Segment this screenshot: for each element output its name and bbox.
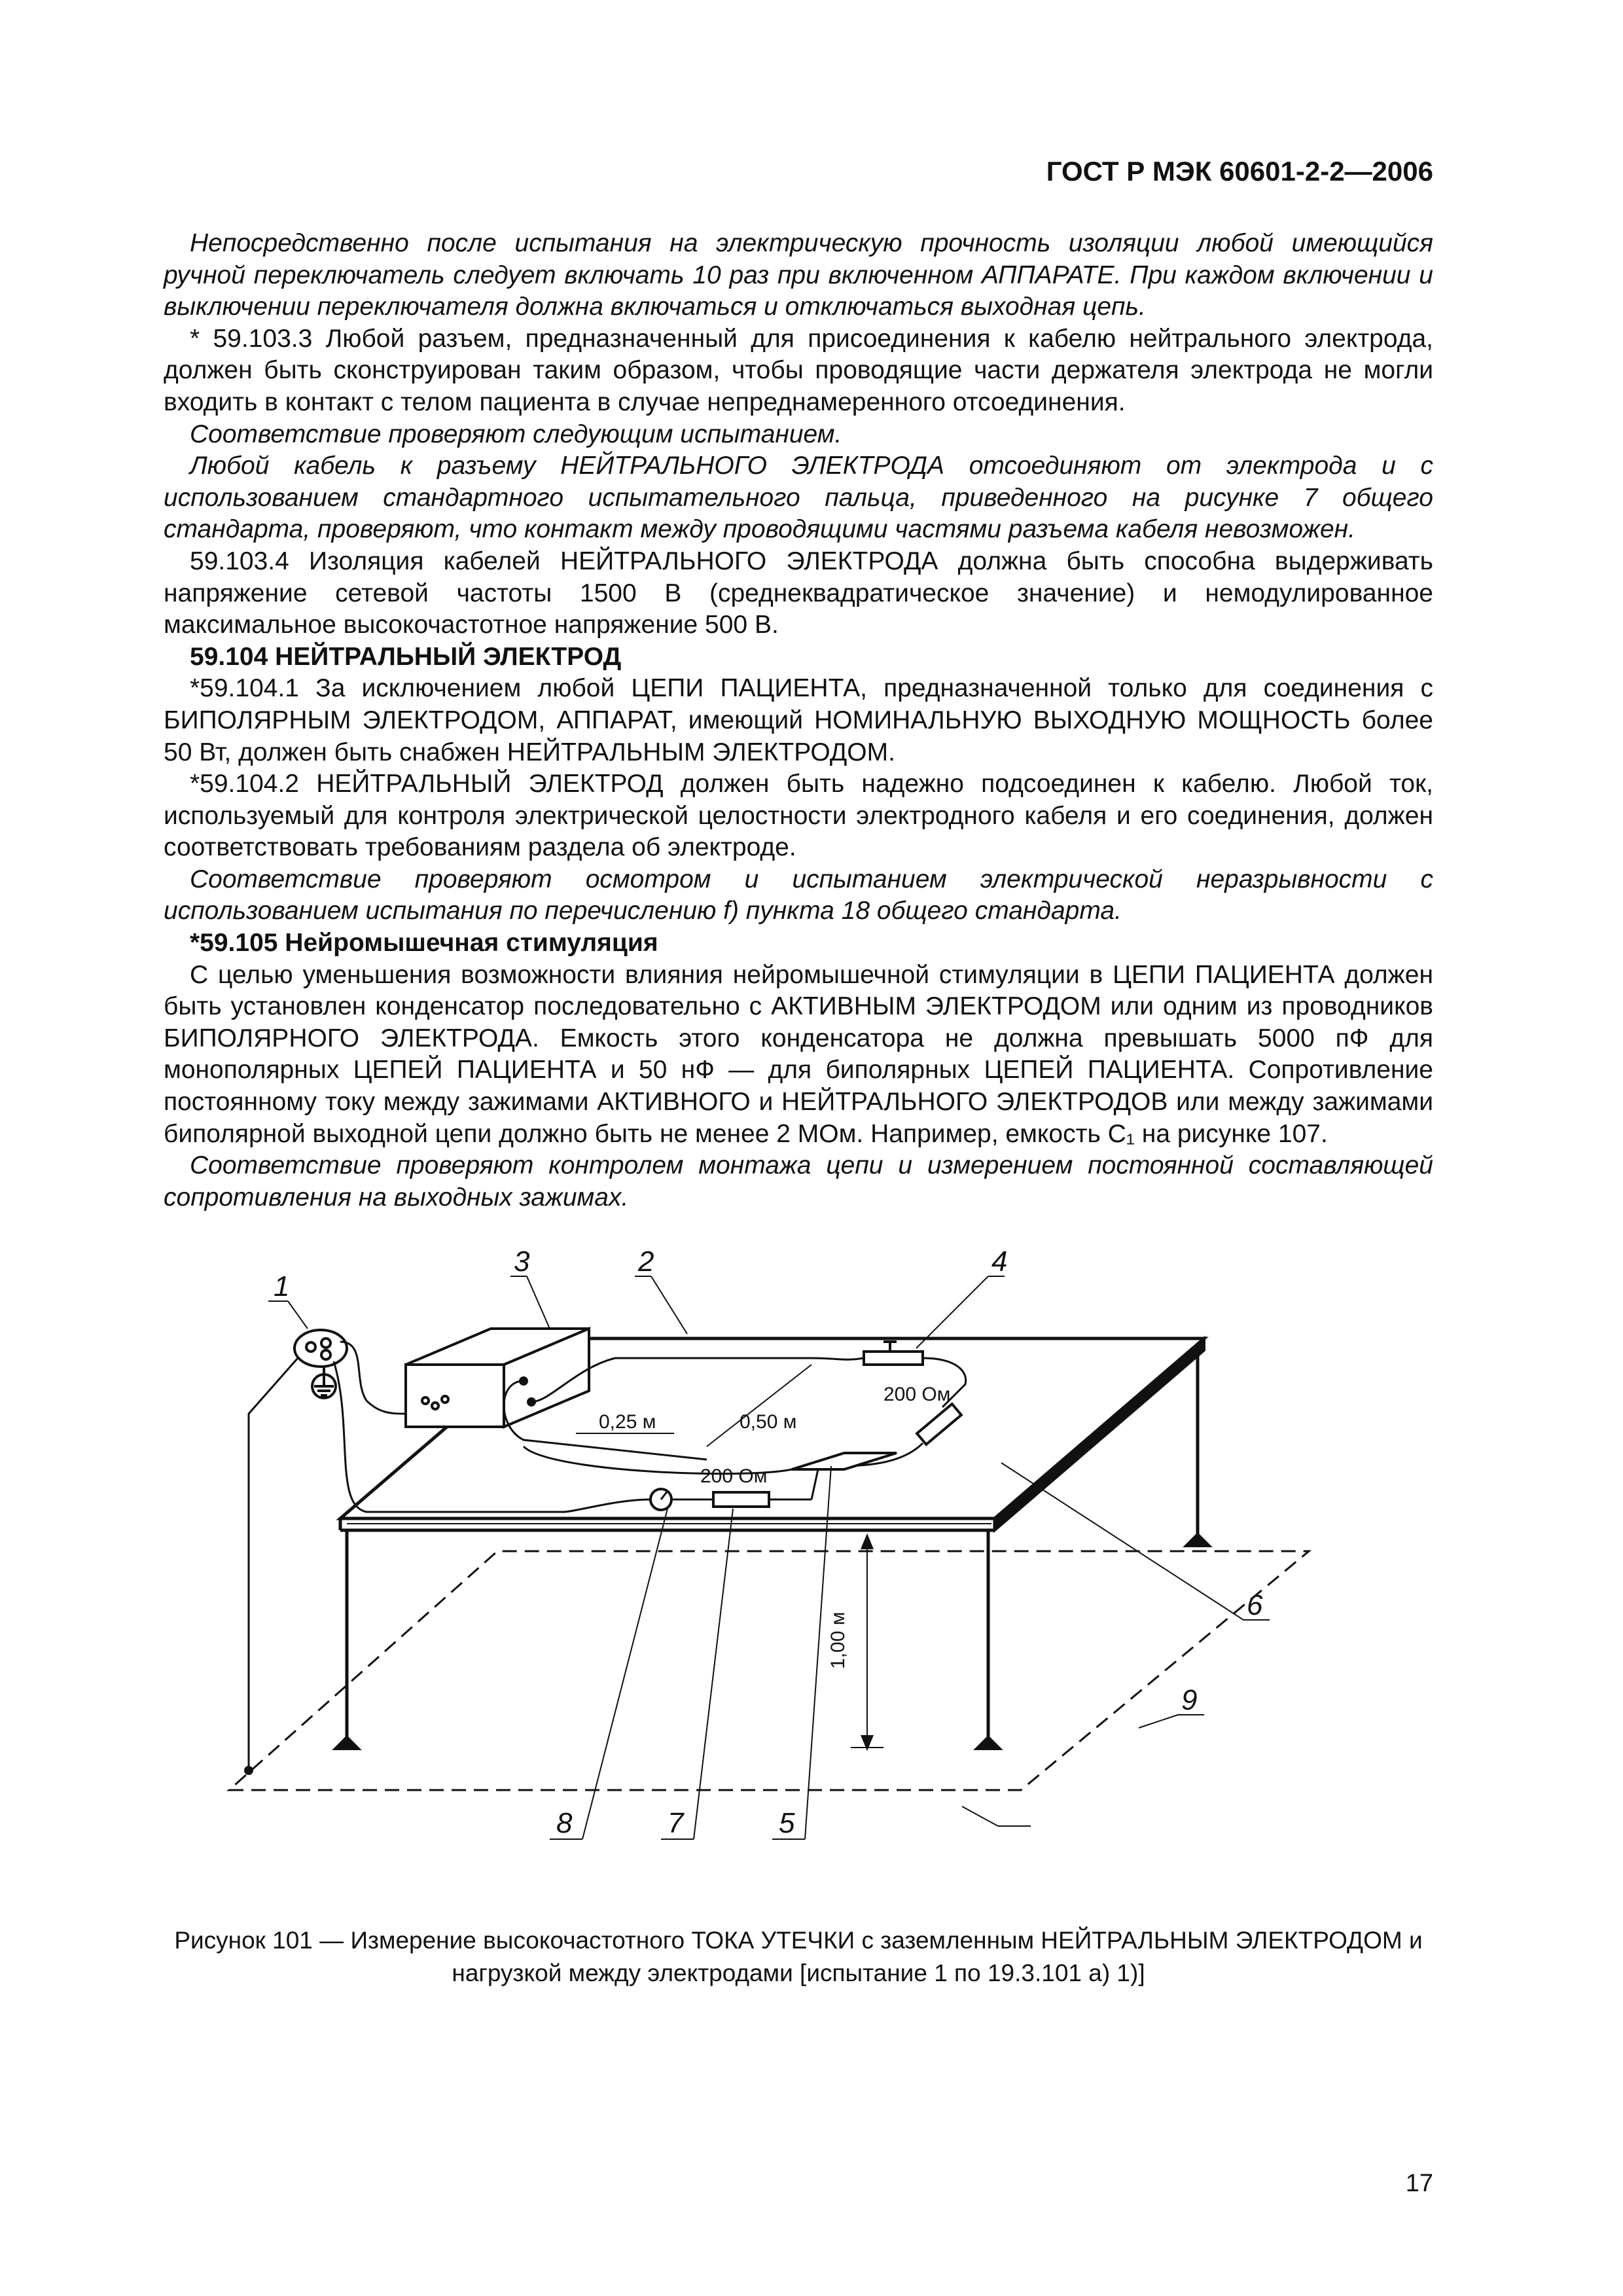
paragraph: *59.104.1 За исключением любой ЦЕПИ ПАЦИЕНТА, предназначенной только для соединения с БИПОЛЯРНЫМ ЭЛЕКТРОДОМ, АППАРАТ, имеющий НОМИНАЛЬНУЮ ВЫХОДНУЮ МОЩНОСТЬ более 50 Вт, должен быть снабжен НЕЙТРАЛЬНЫМ ЭЛЕКТРОДОМ. [164, 674, 1433, 766]
paragraph: Соответствие проверяют контролем монтажа цепи и измерением постоянной составляющей сопротивления на выходных зажимах. [164, 1151, 1433, 1211]
dim-100: 1,00 м [827, 1611, 849, 1669]
ground-socket [294, 1330, 347, 1367]
load-resistor-b [713, 1492, 769, 1507]
section-heading: 59.104 НЕЙТРАЛЬНЫЙ ЭЛЕКТРОД [190, 642, 622, 671]
paragraph: Соответствие проверяют осмотром и испытанием электрической неразрывности с использованием испытания по перечислению f) пункта 18 общего стандарта. [164, 865, 1433, 925]
paragraph: Любой кабель к разъему НЕЙТРАЛЬНОГО ЭЛЕКТРОДА отсоединяют от электрода и с использованием стандартного испытательного пальца, приведенного на рисунке 7 общего стандарта, проверяют, что контакт между проводящими частями разъема кабеля невозможен. [164, 452, 1433, 544]
paragraph: * 59.103.3 Любой разъем, предназначенный для присоединения к кабелю нейтрального электрода, должен быть сконструирован таким образом, чтобы проводящие части держателя электрода не могли входить в контакт с телом пациента в случае непреднамеренного отсоединения. [164, 324, 1433, 416]
res-a-label: 200 Ом [883, 1384, 951, 1405]
section-heading: *59.105 Нейромышечная стимуляция [190, 929, 658, 958]
table-right-edge [995, 1338, 1204, 1530]
paragraph: Соответствие проверяют следующим испытанием. [190, 420, 842, 448]
ground-plane [229, 1551, 1309, 1790]
active-electrode [864, 1352, 923, 1365]
dim-050: 0,50 м [740, 1411, 797, 1433]
label-3: 3 [514, 1246, 530, 1278]
figure-101 [157, 1230, 1466, 1885]
res-b-label: 200 Ом [700, 1465, 768, 1487]
paragraph: *59.104.2 НЕЙТРАЛЬНЫЙ ЭЛЕКТРОД должен быть надежно подсоединен к кабелю. Любой ток, используемый для контроля электрической целостности электродного кабеля и его соединения, должен соответствовать требованиям раздела об электроде. [164, 770, 1433, 862]
paragraph: Непосредственно после испытания на электрическую прочность изоляции любой имеющийся ручной переключатель следует включать 10 раз при включенном АППАРАТЕ. При каждом включении и выключении переключателя должна включаться и отключаться выходная цепь. [164, 229, 1433, 321]
label-5: 5 [779, 1807, 795, 1839]
label-6: 6 [1247, 1589, 1263, 1621]
label-1: 1 [274, 1270, 290, 1302]
page-header: ГОСТ Р МЭК 60601-2-2—2006 [1046, 156, 1433, 187]
load-resistor-a [917, 1404, 961, 1444]
body-text [164, 228, 1433, 1213]
label-9: 9 [1181, 1684, 1198, 1716]
label-2: 2 [638, 1246, 654, 1278]
page-number: 17 [1405, 2170, 1433, 2197]
neutral-electrode [792, 1453, 897, 1469]
label-7: 7 [668, 1807, 684, 1839]
figure-caption [164, 1924, 1433, 1990]
caption-line-1: Рисунок 101 — Измерение высокочастотного ТОКА УТЕЧКИ с заземленным НЕЙТРАЛЬНЫМ ЭЛЕКТРОДОМ и [174, 1927, 1423, 1954]
label-4: 4 [991, 1246, 1008, 1278]
dim-025: 0,25 м [599, 1411, 656, 1433]
label-8: 8 [556, 1807, 573, 1839]
paragraph: 59.103.4 Изоляция кабелей НЕЙТРАЛЬНОГО ЭЛЕКТРОДА должна быть способна выдерживать напряжение сетевой частоты 1500 В (среднеквадратическое значение) и немодулированное максимальное высокочастотное напряжение 500 В. [164, 547, 1433, 639]
paragraph: С целью уменьшения возможности влияния нейромышечной стимуляции в ЦЕПИ ПАЦИЕНТА должен быть установлен конденсатор последовательно с АКТИВНЫМ ЭЛЕКТРОДОМ или одним из проводников БИПОЛЯРНОГО ЭЛЕКТРОДА. Емкость этого конденсатора не должна превышать 5000 пФ для монополярных ЦЕПЕЙ ПАЦИЕНТА и 50 нФ — для биполярных ЦЕПЕЙ ПАЦИЕНТА. Сопротивление постоянному току между зажимами АКТИВНОГО и НЕЙТРАЛЬНОГО ЭЛЕКТРОДОВ или между зажимами биполярной выходной цепи должно быть не менее 2 МОм. Например, емкость С₁ на рисунке 107. [164, 960, 1433, 1148]
caption-line-2: нагрузкой между электродами [испытание 1 по 19.3.101 а) 1)] [452, 1960, 1145, 1986]
